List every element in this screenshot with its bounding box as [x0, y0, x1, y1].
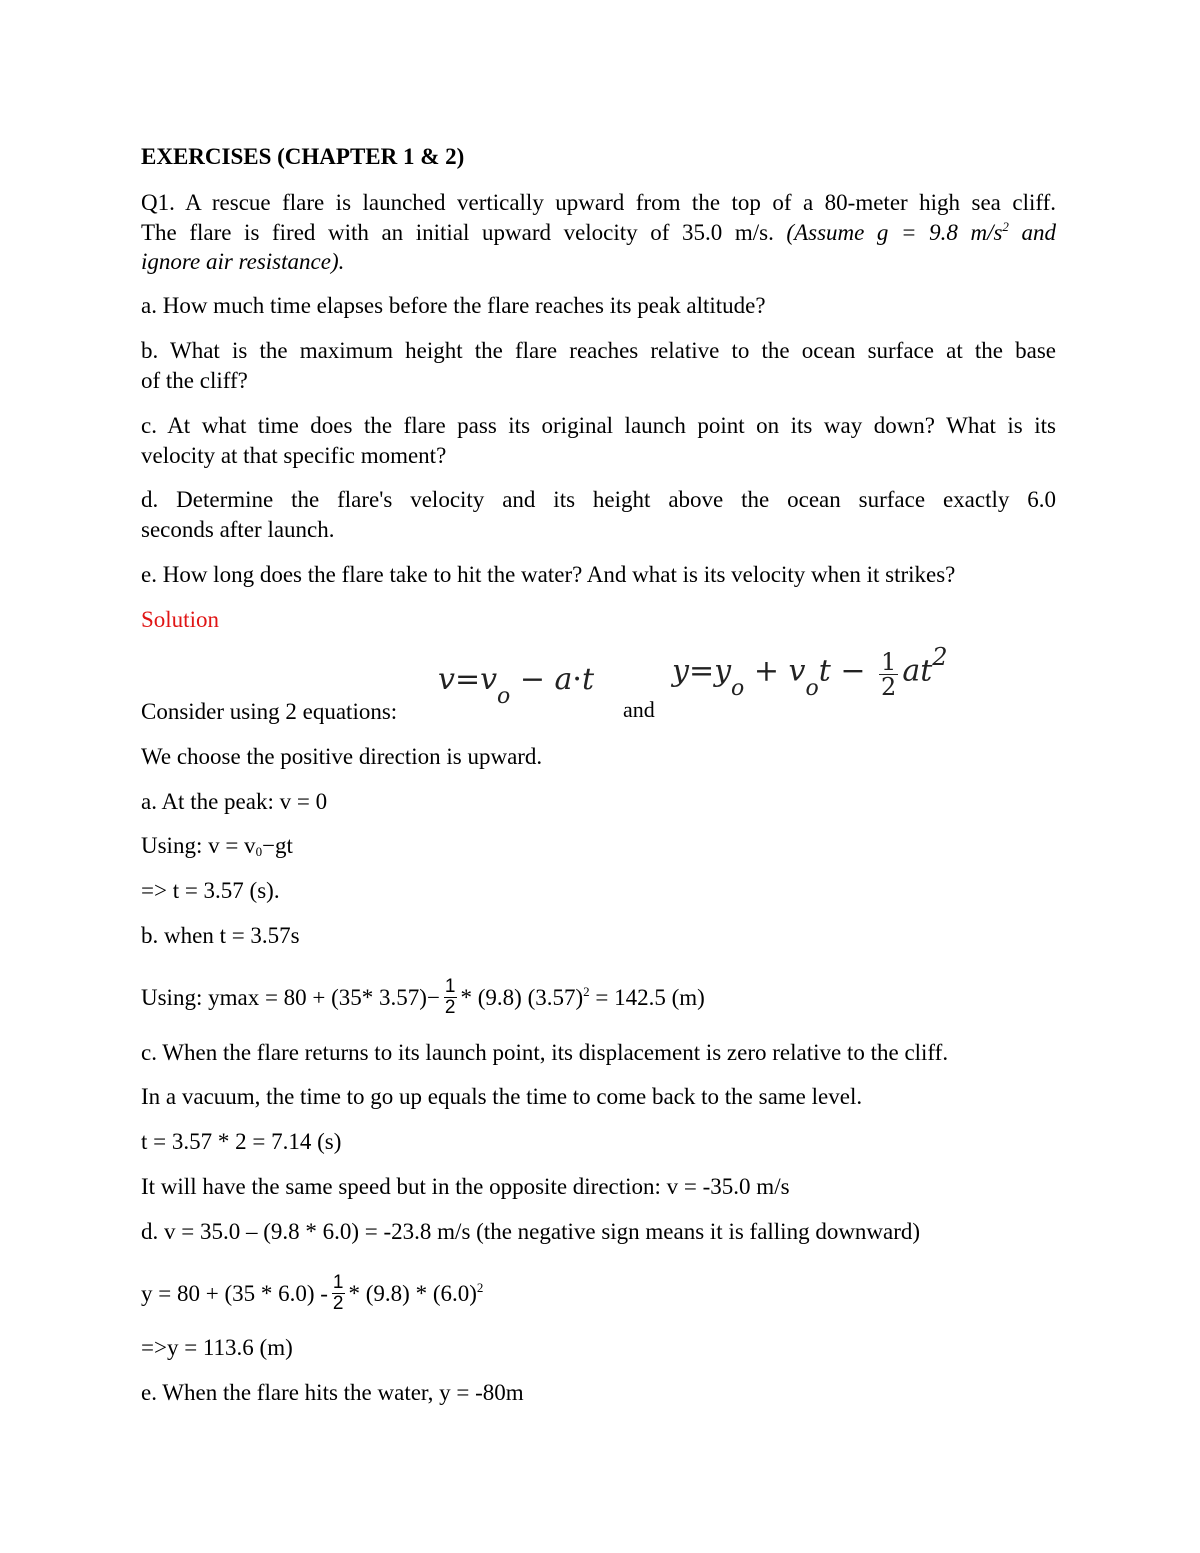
eq1-v: v: [438, 662, 455, 697]
equation-velocity: [438, 662, 595, 709]
b-fraction-denominator: 2: [444, 997, 456, 1018]
a-using-subscript: 0: [255, 844, 263, 859]
solution-c-line-4: It will have the same speed but in the opposite direction: v = -35.0 m/s: [141, 1174, 790, 1199]
b-using-exponent: 2: [583, 983, 590, 999]
eq1-a: a: [554, 662, 573, 697]
equation-position: [672, 642, 948, 701]
eq1-t: t: [581, 662, 595, 697]
solution-d-height: [141, 1272, 484, 1316]
solution-b-when: b. when t = 3.57s: [141, 923, 300, 948]
solution-c-line-1: c. When the flare returns to its launch point, its displacement is zero relative to the cliff.: [141, 1040, 949, 1065]
eq2-fraction-numerator: 1: [881, 648, 897, 676]
eq2-y0: y: [714, 653, 732, 689]
q1-line-2-text: The flare is fired with an initial upward velocity of 35.0 m/s.: [141, 220, 774, 245]
eq2-subscript-1: o: [731, 675, 745, 701]
question-c-line-1: c. At what time does the flare pass its original launch point on its way down? What is its: [141, 413, 1056, 438]
question-b-line-2: of the cliff?: [141, 368, 248, 393]
solution-c-line-3: t = 3.57 * 2 = 7.14 (s): [141, 1129, 342, 1154]
solution-d-result: =>y = 113.6 (m): [141, 1335, 293, 1360]
q1-line-2: [141, 218, 1056, 248]
equations-intro: Consider using 2 equations:: [141, 699, 398, 724]
solution-d-line-1: d. v = 35.0 – (9.8 * 6.0) = -23.8 m/s (the negative sign means it is falling downward): [141, 1219, 921, 1244]
b-fraction-numerator: 1: [444, 976, 456, 997]
question-d-line-1: d. Determine the flare's velocity and its height above the ocean surface exactly 6.0: [141, 487, 1056, 512]
d-y-middle: * (9.8) * (6.0): [348, 1280, 477, 1306]
eq2-subscript-2: o: [805, 675, 819, 701]
solution-c-line-2: In a vacuum, the time to go up equals the time to come back to the same level.: [141, 1084, 863, 1109]
q1-assumption: [786, 220, 1056, 245]
document-title: EXERCISES (CHAPTER 1 & 2): [141, 144, 465, 169]
a-using-suffix: −gt: [262, 833, 293, 858]
solution-b-using: [141, 976, 705, 1020]
eq1-dot: ·: [572, 662, 582, 697]
b-fraction: [444, 977, 457, 1018]
question-b-line-1: b. What is the maximum height the flare reaches relative to the ocean surface at the base: [141, 338, 1056, 363]
eq2-plus: +: [753, 653, 779, 689]
q1-line-3: ignore air resistance).: [141, 249, 345, 274]
eq2-fraction-denominator: 2: [881, 673, 897, 701]
solution-a-peak: a. At the peak: v = 0: [141, 789, 328, 814]
question-c-line-2: velocity at that specific moment?: [141, 443, 447, 468]
eq1-v0: v: [480, 662, 498, 697]
eq2-fraction: [879, 650, 898, 699]
eq2-equals: =: [688, 653, 715, 689]
eq2-v0: v: [788, 653, 806, 689]
b-using-middle: * (9.8) (3.57): [460, 984, 584, 1010]
d-y-exponent: 2: [476, 1279, 484, 1295]
solution-a-using: [141, 831, 293, 861]
q1-assumption-and: and: [1021, 220, 1057, 245]
question-a: a. How much time elapses before the flare reaches its peak altitude?: [141, 293, 766, 318]
eq1-minus: −: [519, 662, 545, 697]
d-y-prefix: y = 80 + (35 * 6.0) -: [141, 1280, 328, 1306]
b-using-suffix: = 142.5 (m): [595, 984, 705, 1010]
solution-a-result: => t = 3.57 (s).: [141, 878, 280, 903]
eq1-subscript: o: [497, 684, 511, 709]
eq2-at: at: [902, 653, 933, 689]
question-d-line-2: seconds after launch.: [141, 517, 335, 542]
d-fraction: [332, 1273, 345, 1314]
b-using-prefix: Using: ymax = 80 + (35* 3.57)−: [141, 984, 440, 1010]
solution-heading: Solution: [141, 607, 219, 632]
solution-direction: We choose the positive direction is upward.: [141, 744, 543, 769]
q1-assumption-text: (Assume g = 9.8 m/s: [786, 220, 1003, 245]
eq2-t: t: [818, 653, 831, 689]
q1-line-1: Q1. A rescue flare is launched vertically upward from the top of a 80-meter high sea cliff.: [141, 190, 1056, 215]
eq2-minus: −: [840, 653, 866, 689]
a-using-prefix: Using: v = v: [141, 833, 256, 858]
d-fraction-denominator: 2: [332, 1293, 344, 1314]
equations-connector: and: [623, 697, 655, 722]
d-fraction-numerator: 1: [332, 1272, 344, 1293]
q1-assumption-exponent: 2: [1002, 219, 1009, 234]
eq2-exponent: 2: [932, 642, 948, 671]
eq2-y: y: [672, 653, 689, 689]
question-e: e. How long does the flare take to hit the water? And what is its velocity when it strikes?: [141, 562, 956, 587]
eq1-equals: =: [454, 662, 481, 697]
solution-e-line: e. When the flare hits the water, y = -80m: [141, 1380, 524, 1405]
